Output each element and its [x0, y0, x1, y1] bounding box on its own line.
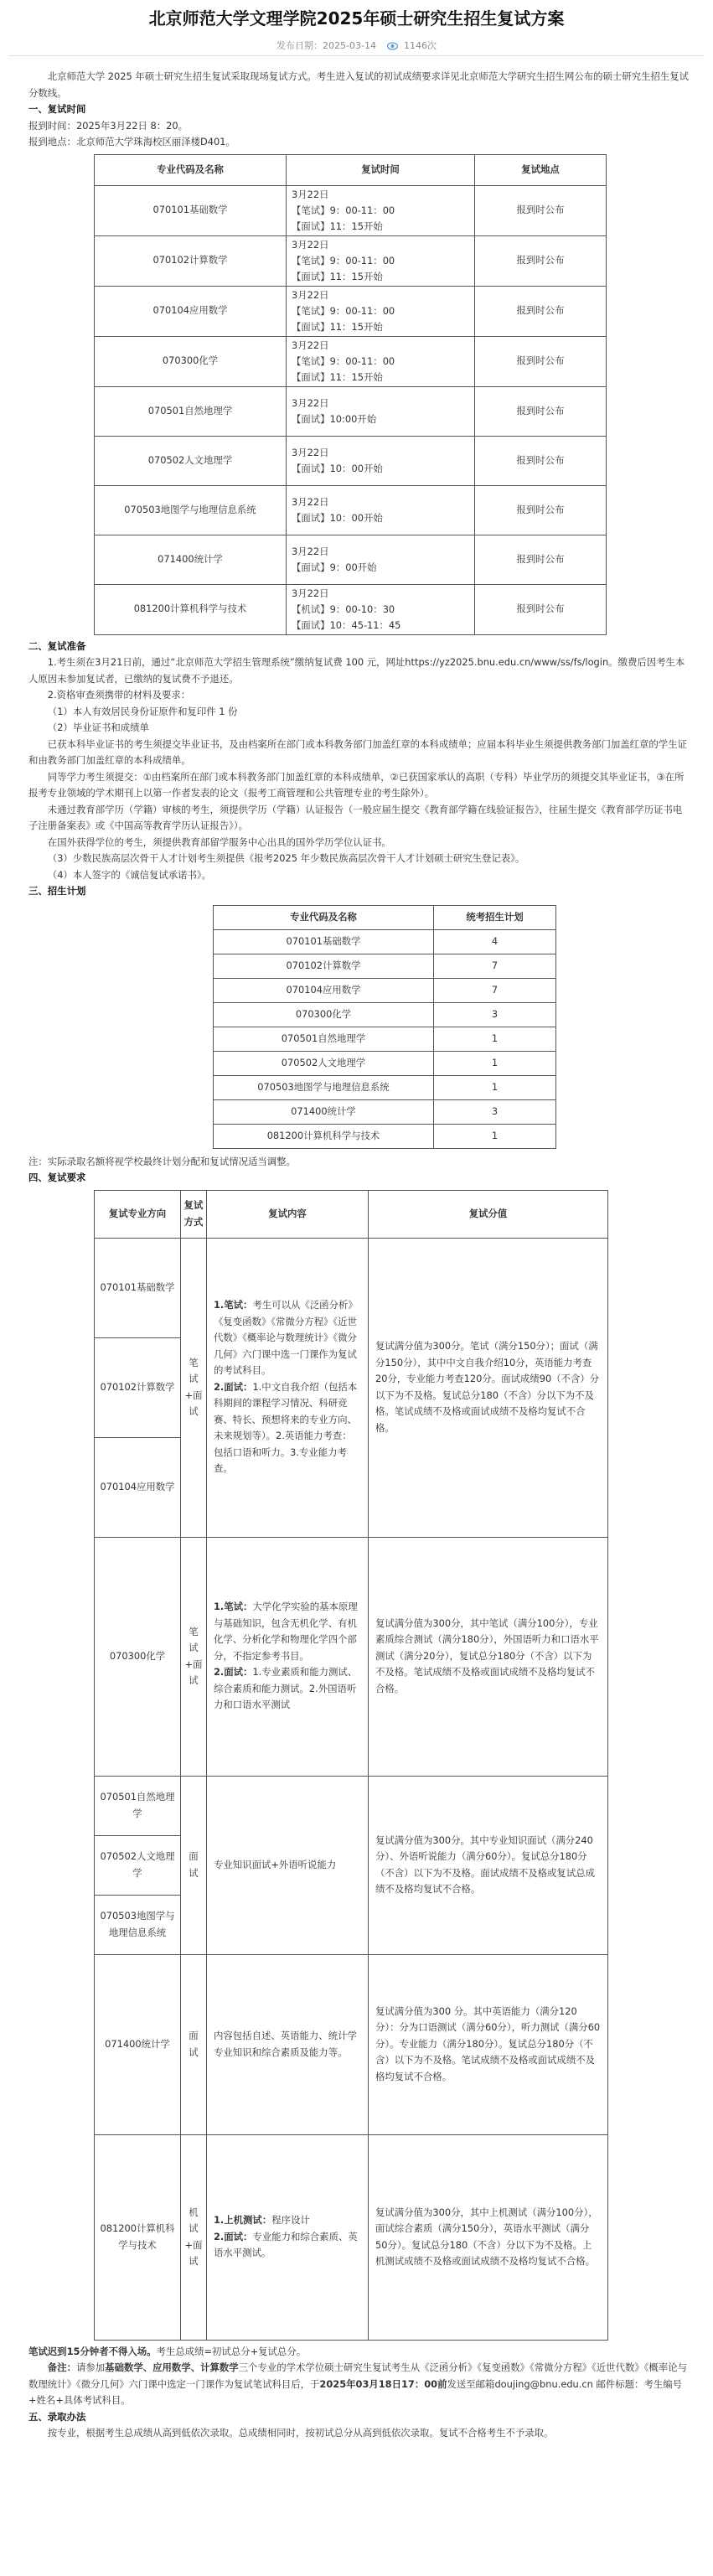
place-cell: 报到时公布 — [475, 235, 607, 286]
place-cell: 报到时公布 — [475, 436, 607, 485]
schedule-line: 【面试】10：45-11：45 — [292, 618, 401, 631]
schedule-table — [94, 154, 607, 635]
remark-paragraph — [28, 2360, 690, 2409]
major-cell: 070501自然地理学 — [214, 1027, 434, 1051]
place-cell: 报到时公布 — [475, 386, 607, 436]
content-label: 2.面试： — [214, 1380, 253, 1393]
score-cell: 复试满分值为300分，其中上机测试（满分100分），面试综合素质（满分150分），英语水平测试（满分50分）。复试总分180（不含）分以下为不及格。上机测试成绩不及格或面试成绩不及格均复试不合格。 — [369, 2134, 608, 2340]
major-cell: 071400统计学 — [214, 1099, 434, 1124]
table-header-cell: 统考招生计划 — [434, 905, 556, 929]
table-header-row — [95, 1190, 608, 1238]
major-cell: 070300化学 — [95, 1537, 181, 1776]
divider — [8, 55, 705, 56]
content-cell — [207, 1537, 369, 1776]
score-cell: 复试满分值为300分。笔试（满分150分）；面试（满分150分），其中中文自我介绍10分，英语能力考查20分，专业能力考查120分。面试成绩90（不含）分以下为不及格。复试总分180（不含）分以下为不及格。笔试成绩不及格或面试成绩不及格均复试不合格。 — [369, 1238, 608, 1537]
plan-cell: 1 — [434, 1075, 556, 1099]
major-cell: 070502人文地理学 — [214, 1051, 434, 1075]
content-cell: 专业知识面试+外语听说能力 — [207, 1776, 369, 1954]
mode-cell: 面试 — [181, 1954, 207, 2134]
content-text: 1.专业素质和能力测试、综合素质和能力测试。2.外国语听力和口语水平测试 — [214, 1666, 358, 1711]
late-rule — [28, 2344, 690, 2361]
table-row — [95, 1238, 608, 1337]
score-cell: 复试满分值为300分。其中专业知识面试（满分240分）、外语听说能力（满分60分）。复试总分180分（不含）以下为不及格。面试成绩不及格或复试总成绩不及格均复试不合格。 — [369, 1776, 608, 1954]
schedule-line: 3月22日 — [292, 587, 329, 599]
schedule-cell — [287, 185, 475, 235]
major-cell: 070501自然地理学 — [95, 386, 287, 436]
schedule-cell — [287, 336, 475, 386]
schedule-line: 【机试】9：00-10：30 — [292, 603, 395, 615]
schedule-line: 【笔试】9：00-11：00 — [292, 204, 395, 216]
table-row — [214, 1051, 556, 1075]
plan-cell: 3 — [434, 1099, 556, 1124]
section-heading: 四、复试要求 — [28, 1172, 86, 1183]
schedule-line: 【笔试】9：00-11：00 — [292, 304, 395, 317]
paragraph: 同等学力考生须提交：①由档案所在部门或本科教务部门加盖红章的本科成绩单，②已获国家承认的高职（专科）毕业学历的须提交其毕业证书，③在所报考专业领域的学术期刊上以第一作者发表的论文（报考工商管理和公共管理专业的考生除外）。 — [28, 770, 685, 799]
report-time: 报到时间：2025年3月22日 8：20。 — [28, 119, 188, 132]
section-heading: 三、招生计划 — [28, 885, 86, 897]
article-meta — [0, 39, 713, 53]
content-label: 2.面试： — [214, 2230, 253, 2242]
schedule-cell — [287, 436, 475, 485]
table-row — [95, 584, 607, 634]
schedule-line: 【面试】10:00开始 — [292, 412, 377, 425]
content-label: 1.上机测试： — [214, 2214, 272, 2227]
table-row — [214, 1099, 556, 1124]
remark-majors: 基础数学、应用数学、计算数学 — [105, 2361, 239, 2373]
major-cell: 070101基础数学 — [95, 185, 287, 235]
remark-text: 请参加 — [75, 2361, 106, 2373]
remark-label: 备注： — [47, 2361, 76, 2373]
major-cell: 070101基础数学 — [214, 929, 434, 954]
place-cell: 报到时公布 — [475, 336, 607, 386]
schedule-line: 【笔试】9：00-11：00 — [292, 354, 395, 367]
table-row — [95, 1954, 608, 2134]
major-cell: 071400统计学 — [95, 1954, 181, 2134]
plan-cell: 7 — [434, 978, 556, 1002]
table-header-cell: 复试时间 — [287, 154, 475, 185]
publish-date: 发布日期：2025-03-14 — [276, 40, 376, 51]
table-row — [214, 1075, 556, 1099]
table-row — [95, 185, 607, 235]
score-cell: 复试满分值为300分，其中笔试（满分100分），专业素质综合测试（满分180分），外国语听力和口语水平测试（满分20分），复试总分180分（不含）以下为不及格。笔试成绩不及格或面试成绩不及格均复试不合格。 — [369, 1537, 608, 1776]
enrollment-plan-body — [214, 929, 556, 1148]
enrollment-plan-table — [213, 905, 556, 1149]
table-row — [95, 336, 607, 386]
content-text: 专业能力和综合素质、英语水平测试。 — [214, 2230, 358, 2259]
paragraph: （3）少数民族高层次骨干人才计划考生须提供《报考2025 年少数民族高层次骨干人才计划硕士研究生登记表》。 — [47, 852, 525, 864]
plan-cell: 1 — [434, 1051, 556, 1075]
table-header-cell: 专业代码及名称 — [214, 905, 434, 929]
schedule-line: 【面试】9：00开始 — [292, 561, 377, 573]
major-cell: 070501自然地理学 — [95, 1776, 181, 1835]
paragraph: 按专业，根据考生总成绩从高到低依次录取。总成绩相同时，按初试总分从高到低依次录取。复试不合格考生不予录取。 — [47, 2427, 554, 2439]
schedule-line: 3月22日 — [292, 545, 329, 557]
schedule-cell — [287, 235, 475, 286]
major-cell: 070102计算数学 — [95, 1337, 181, 1437]
schedule-cell — [287, 386, 475, 436]
score-cell: 复试满分值为300 分。其中英语能力（满分120分）：分为口语测试（满分60分），听力测试（满分60分）。专业能力（满分180分）。复试总分180分（不含）以下为不及格。笔试成绩不及格或面试成绩不及格均复试不合格。 — [369, 1954, 608, 2134]
paragraph: 已获本科毕业证书的考生须提交毕业证书，及由档案所在部门或本科教务部门加盖红章的本科成绩单；应届本科毕业生须提供教务部门加盖红章的学生证和由教务部门加盖红章的本科成绩单。 — [28, 737, 687, 766]
plan-cell: 3 — [434, 1002, 556, 1027]
paragraph: 2.资格审查须携带的材料及要求： — [47, 689, 191, 701]
mode-cell: 面试 — [181, 1776, 207, 1954]
section-heading: 二、复试准备 — [28, 639, 86, 652]
place-cell: 报到时公布 — [475, 185, 607, 235]
mode-cell: 笔试+面试 — [181, 1238, 207, 1537]
table-header-cell: 复试内容 — [207, 1190, 369, 1238]
content-text: 大学化学实验的基本原理与基础知识，包含无机化学、有机化学、分析化学和物理化学四个部分，不指定参考书目。 — [214, 1601, 358, 1662]
major-cell: 070101基础数学 — [95, 1238, 181, 1337]
major-cell: 081200计算机科学与技术 — [95, 2134, 181, 2340]
place-cell: 报到时公布 — [475, 485, 607, 535]
major-cell: 070300化学 — [95, 336, 287, 386]
schedule-line: 【面试】11：15开始 — [292, 370, 383, 383]
eye-icon — [387, 42, 398, 53]
plan-cell: 1 — [434, 1027, 556, 1051]
table-header-cell: 复试分值 — [369, 1190, 608, 1238]
schedule-table-body — [95, 185, 607, 634]
major-cell: 070502人文地理学 — [95, 436, 287, 485]
content-label: 2.面试： — [214, 1666, 253, 1679]
table-row — [95, 485, 607, 535]
table-row — [95, 386, 607, 436]
schedule-line: 【笔试】9：00-11：00 — [292, 254, 395, 266]
schedule-line: 【面试】11：15开始 — [292, 320, 383, 333]
paragraph: 未通过教育部学历（学籍）审核的考生，须提供学历（学籍）认证报告（一般应届生提交《教育部学籍在线验证报告》，往届生提交《教育部学历证书电子注册备案表》或《中国高等教育学历认证报告》）。 — [28, 803, 683, 831]
table-row — [95, 1776, 608, 1835]
table-row — [95, 286, 607, 336]
schedule-line: 【面试】11：15开始 — [292, 270, 383, 282]
table-row — [95, 535, 607, 584]
table-header-cell: 复试专业方向 — [95, 1190, 181, 1238]
table-row — [214, 1002, 556, 1027]
schedule-cell — [287, 286, 475, 336]
major-cell: 070503地图学与地理信息系统 — [95, 1895, 181, 1954]
schedule-line: 【面试】11：15开始 — [292, 220, 383, 232]
schedule-line: 3月22日 — [292, 396, 329, 409]
late-rule-bold: 笔试迟到15分钟者不得入场。 — [28, 2345, 157, 2357]
paragraph: 在国外获得学位的考生，须提供教育部留学服务中心出具的国外学历学位认证书。 — [47, 835, 391, 848]
content-cell — [207, 2134, 369, 2340]
major-cell: 070503地图学与地理信息系统 — [95, 485, 287, 535]
table-header-row — [214, 905, 556, 929]
content-cell — [207, 1238, 369, 1537]
table-header-cell: 专业代码及名称 — [95, 154, 287, 185]
paragraph: （4）本人签字的《诚信复试承诺书》。 — [47, 868, 211, 881]
mode-cell: 机试+面试 — [181, 2134, 207, 2340]
plan-cell: 1 — [434, 1124, 556, 1148]
schedule-line: 3月22日 — [292, 188, 329, 200]
intro-paragraph: 北京师范大学 2025 年硕士研究生招生复试采取现场复试方式。考生进入复试的初试成绩要求详见北京师范大学研究生招生网公布的硕士研究生招生复试分数线。 — [28, 70, 690, 99]
paragraph: （1）本人有效居民身份证原件和复印件 1 份 — [47, 705, 238, 717]
table-header-cell: 复试地点 — [475, 154, 607, 185]
paragraph: 1.考生须在3月21日前，通过“北京师范大学招生管理系统”缴纳复试费 100 元，网址https://yz2025.bnu.edu.cn/www/ss/fs/login。缴费后因考生本人原因未参加复试者，已缴纳的复试费不予退还。 — [28, 656, 685, 685]
table-row — [214, 978, 556, 1002]
note: 注：实际录取名额将视学校最终计划分配和复试情况适当调整。 — [28, 1155, 296, 1167]
report-place: 报到地点：北京师范大学珠海校区丽泽楼D401。 — [28, 136, 235, 147]
table-row — [95, 436, 607, 485]
place-cell: 报到时公布 — [475, 286, 607, 336]
table-row — [214, 929, 556, 954]
section-heading: 五、录取办法 — [28, 2410, 86, 2423]
content-cell: 内容包括自述、英语能力、统计学专业知识和综合素质及能力等。 — [207, 1954, 369, 2134]
schedule-line: 【面试】10：00开始 — [292, 511, 383, 524]
mode-cell: 笔试+面试 — [181, 1537, 207, 1776]
table-header-row — [95, 154, 607, 185]
place-cell: 报到时公布 — [475, 535, 607, 584]
requirements-table — [94, 1190, 608, 2341]
schedule-line: 3月22日 — [292, 446, 329, 458]
schedule-cell — [287, 584, 475, 634]
content-text: 1.中文自我介绍（包括本科期间的课程学习情况、科研竞赛、特长、预想将来的专业方向、未来规划等）。2.英语能力考查：包括口语和听力。3.专业能力考查。 — [214, 1380, 358, 1475]
remark-deadline: 2025年03月18日17：00前 — [319, 2377, 447, 2390]
schedule-cell — [287, 485, 475, 535]
content-text: 考生可以从《泛函分析》《复变函数》《常微分方程》《近世代数》《概率论与数理统计》《微分几何》六门课中选一门课作为复试的考试科目。 — [214, 1299, 358, 1377]
content-label: 1.笔试： — [214, 1299, 253, 1311]
major-cell: 081200计算机科学与技术 — [214, 1124, 434, 1148]
view-count: 1146次 — [403, 40, 437, 51]
schedule-line: 3月22日 — [292, 495, 329, 508]
major-cell: 071400统计学 — [95, 535, 287, 584]
schedule-cell — [287, 535, 475, 584]
table-header-cell: 复试方式 — [181, 1190, 207, 1238]
major-cell: 070102计算数学 — [214, 954, 434, 978]
major-cell: 070104应用数学 — [95, 1437, 181, 1537]
content-text: 程序设计 — [271, 2214, 310, 2227]
place-cell: 报到时公布 — [475, 584, 607, 634]
table-row — [95, 235, 607, 286]
schedule-line: 3月22日 — [292, 288, 329, 301]
plan-cell: 7 — [434, 954, 556, 978]
section-heading: 一、复试时间 — [28, 103, 86, 115]
major-cell: 070503地图学与地理信息系统 — [214, 1075, 434, 1099]
table-row — [95, 2134, 608, 2340]
remark-text: 三个专业的学术学位硕士研究生复试考生从《泛函分析》《复变函数》《常微分方程》《近世代数》《概率论与数理统计》《微分几何》六门课中选定一门课作为复试笔试科目后，于 — [28, 2361, 687, 2390]
remark-text: 发送至邮箱doujing@bnu.edu.cn 邮件标题：考生编号+姓名+具体考试科目。 — [28, 2377, 683, 2406]
schedule-line: 【面试】10：00开始 — [292, 462, 383, 474]
table-row — [95, 1537, 608, 1776]
paragraph: （2）毕业证书和成绩单 — [47, 722, 149, 733]
schedule-line: 3月22日 — [292, 238, 329, 251]
major-cell: 070502人文地理学 — [95, 1835, 181, 1895]
major-cell: 070104应用数学 — [95, 286, 287, 336]
table-row — [214, 954, 556, 978]
major-cell: 070300化学 — [214, 1002, 434, 1027]
article-body — [28, 69, 690, 2442]
plan-cell: 4 — [434, 929, 556, 954]
page-title: 北京师范大学文理学院2025年硕士研究生招生复试方案 — [148, 8, 565, 28]
table-row — [214, 1027, 556, 1051]
schedule-line: 3月22日 — [292, 339, 329, 351]
table-row — [214, 1124, 556, 1148]
major-cell: 081200计算机科学与技术 — [95, 584, 287, 634]
major-cell: 070104应用数学 — [214, 978, 434, 1002]
major-cell: 070102计算数学 — [95, 235, 287, 286]
late-rule-text: 考生总成绩=初试总分+复试总分。 — [156, 2345, 307, 2357]
content-label: 1.笔试： — [214, 1601, 253, 1613]
